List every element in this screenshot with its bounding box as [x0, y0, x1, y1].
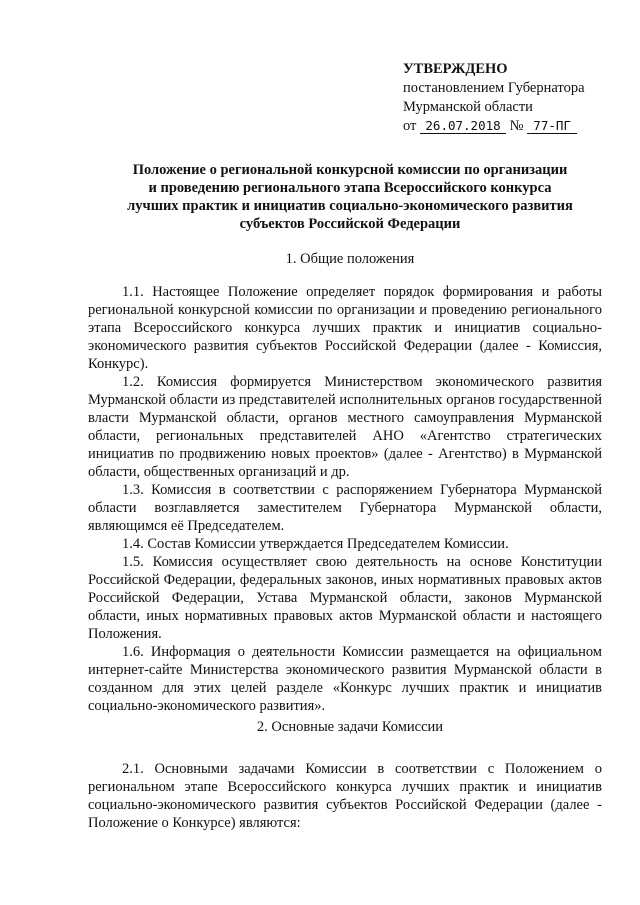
paragraph-1-3: 1.3. Комиссия в соответствии с распоряжением Губернатора Мурманской области возглавляется заместителем Губернатора Мурманской области, являющимся её Председателем. — [88, 482, 602, 534]
paragraph-1-6: 1.6. Информация о деятельности Комиссии размещается на официальном интернет-сайте Министерства экономического развития Мурманской области в созданном для этих целей разделе «Конкурс лучших практик и инициатив социально-экономического развития». — [88, 644, 602, 714]
section-2-body — [88, 760, 602, 832]
paragraph-2-1: 2.1. Основными задачами Комиссии в соответствии с Положением о региональном этапе Всероссийского конкурса лучших практик и инициатив социально-экономического развития субъектов Российской Федерации (далее - Положение о Конкурсе) являются: — [88, 761, 602, 831]
approval-date: 26.07.2018 — [420, 119, 506, 134]
title-line-3: лучших практик и инициатив социально-экономического развития — [127, 198, 573, 214]
approval-line-1: постановлением Губернатора — [403, 80, 585, 96]
paragraph-1-1: 1.1. Настоящее Положение определяет порядок формирования и работы региональной конкурсной комиссии по организации и проведению регионального этапа Всероссийского конкурса лучших практик и инициатив социально-экономического развития субъектов Российской Федерации (далее - Комиссия, Конкурс). — [88, 284, 602, 372]
approval-number: 77-ПГ — [527, 119, 577, 134]
paragraph-1-5: 1.5. Комиссия осуществляет свою деятельность на основе Конституции Российской Федерации, федеральных законов, иных нормативных правовых актов Российской Федерации, Устава Мурманской области, законов Мурманской области, иных нормативных правовых актов Мурманской области и настоящего Положения. — [88, 554, 602, 642]
approval-block — [403, 60, 585, 136]
title-line-2: и проведению регионального этапа Всероссийского конкурса — [148, 180, 552, 196]
section-1-heading: 1. Общие положения — [285, 251, 415, 267]
document-title — [60, 161, 640, 233]
number-label: № — [509, 118, 524, 134]
paragraph-1-4: 1.4. Состав Комиссии утверждается Председателем Комиссии. — [122, 536, 509, 552]
title-line-1: Положение о региональной конкурсной комиссии по организации — [132, 162, 568, 178]
approval-stamp: УТВЕРЖДЕНО — [403, 61, 508, 77]
from-label: от — [403, 118, 417, 134]
approval-date-line — [403, 117, 585, 136]
paragraph-1-2: 1.2. Комиссия формируется Министерством экономического развития Мурманской области из представителей исполнительных органов государственной власти Мурманской области, органов местного самоуправления Мурманской области, региональных представителей АНО «Агентство стратегических инициатив по продвижению новых проектов» (далее - Агентство) в Мурманской области, общественных организаций и др. — [88, 374, 602, 480]
section-1-body — [88, 283, 602, 715]
section-2-heading: 2. Основные задачи Комиссии — [256, 719, 444, 735]
title-line-4: субъектов Российской Федерации — [239, 216, 461, 232]
approval-line-2: Мурманской области — [403, 99, 533, 115]
